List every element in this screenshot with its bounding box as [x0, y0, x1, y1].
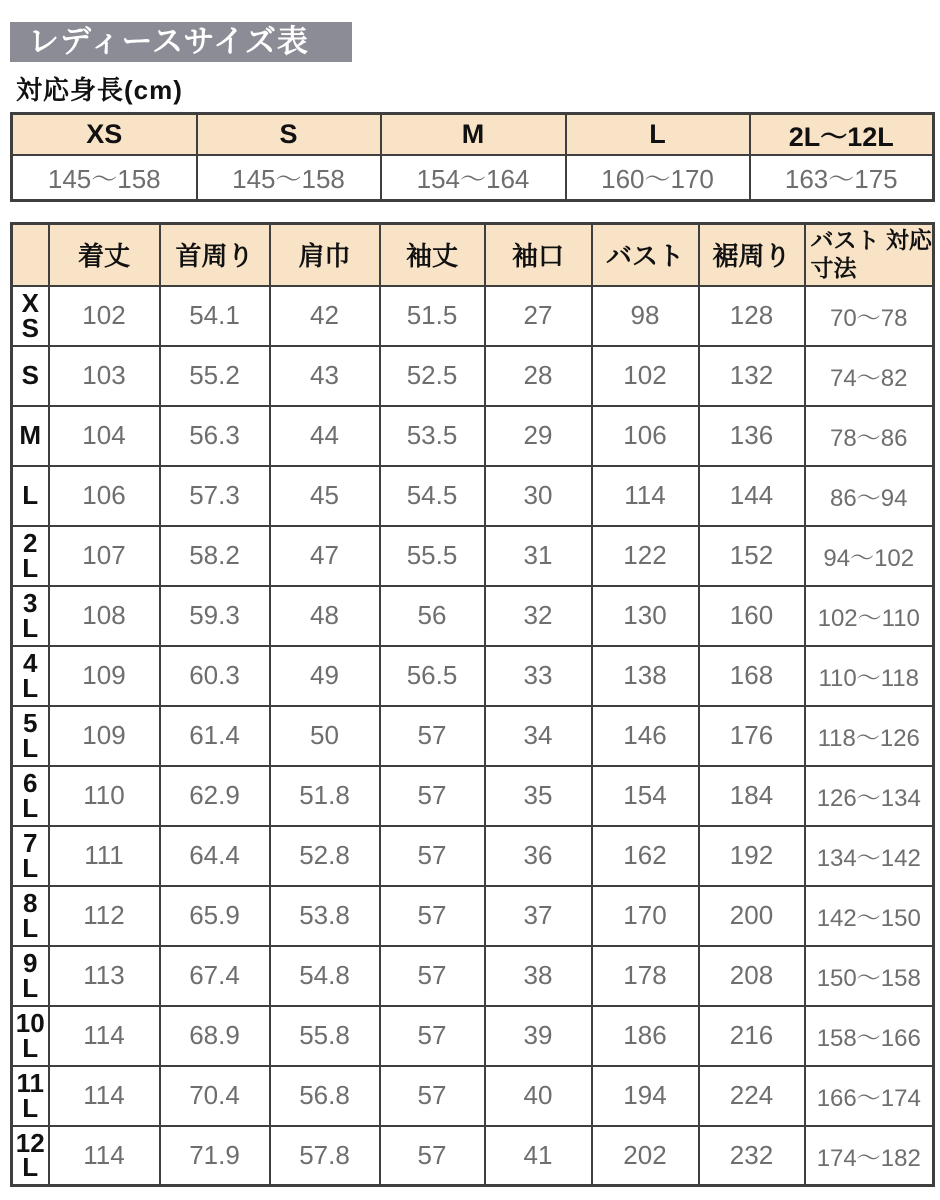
size-table-cell: 30: [485, 466, 592, 526]
size-table-cell: 114: [49, 1006, 160, 1066]
size-table-cell: 45: [270, 466, 380, 526]
size-table-cell: 57: [380, 706, 485, 766]
size-table-cell: 160: [699, 586, 805, 646]
size-table-cell: 54.8: [270, 946, 380, 1006]
size-table-cell: 202: [592, 1126, 699, 1186]
size-table-cell: 128: [699, 286, 805, 346]
size-table-cell: 150〜158: [805, 946, 934, 1006]
size-table-cell: 31: [485, 526, 592, 586]
size-label-line: L: [22, 1152, 39, 1183]
size-label-line: 2: [23, 527, 38, 558]
size-table-cell: 132: [699, 346, 805, 406]
size-table-cell: 57: [380, 1126, 485, 1186]
height-table: [10, 112, 935, 202]
size-table-cell: 136: [699, 406, 805, 466]
size-table-cell: 27: [485, 286, 592, 346]
size-table-cell: 57: [380, 1006, 485, 1066]
size-label-line: M: [19, 420, 42, 451]
size-table-cell: 216: [699, 1006, 805, 1066]
page-title: [10, 22, 352, 62]
size-table-cell: 118〜126: [805, 706, 934, 766]
size-table-cell: 42: [270, 286, 380, 346]
size-table-cell: 55.5: [380, 526, 485, 586]
row-size-label: [12, 646, 49, 706]
size-table-cell: 142〜150: [805, 886, 934, 946]
row-size-label: [12, 1066, 49, 1126]
size-table-cell: 55.8: [270, 1006, 380, 1066]
size-table-cell: 29: [485, 406, 592, 466]
size-table-cell: 50: [270, 706, 380, 766]
size-table-cell: 208: [699, 946, 805, 1006]
size-table-cell: 108: [49, 586, 160, 646]
size-table-cell: 60.3: [160, 646, 270, 706]
size-table-cell: 114: [592, 466, 699, 526]
size-table-cell: 62.9: [160, 766, 270, 826]
size-table-cell: 58.2: [160, 526, 270, 586]
size-table-row: [12, 1126, 934, 1186]
size-table-cell: 51.5: [380, 286, 485, 346]
size-table-cell: 186: [592, 1006, 699, 1066]
size-table-cell: 57.3: [160, 466, 270, 526]
size-table-cell: 184: [699, 766, 805, 826]
size-table-cell: 109: [49, 646, 160, 706]
size-table-cell: 103: [49, 346, 160, 406]
size-table-cell: 33: [485, 646, 592, 706]
col-header-body-length: 着丈: [49, 224, 160, 286]
size-table-cell: 57: [380, 1066, 485, 1126]
size-table-cell: 68.9: [160, 1006, 270, 1066]
size-table-cell: 113: [49, 946, 160, 1006]
size-table-cell: 56.3: [160, 406, 270, 466]
size-table-cell: 53.8: [270, 886, 380, 946]
col-header-neck: 首周り: [160, 224, 270, 286]
size-table-cell: 48: [270, 586, 380, 646]
size-label-line: 10: [15, 1007, 45, 1038]
size-table-cell: 110: [49, 766, 160, 826]
col-header-sleeve-length: 袖丈: [380, 224, 485, 286]
row-size-label: [12, 766, 49, 826]
height-value-2l-12l: 163〜175: [750, 155, 934, 200]
size-table-cell: 39: [485, 1006, 592, 1066]
corner-cell: [12, 224, 49, 286]
size-table-cell: 194: [592, 1066, 699, 1126]
size-table: [10, 222, 935, 1187]
row-size-label: [12, 886, 49, 946]
size-label-line: 12: [15, 1127, 45, 1158]
size-label-line: 4: [23, 647, 38, 678]
size-table-row: [12, 286, 934, 346]
size-table-cell: 34: [485, 706, 592, 766]
size-table-cell: 146: [592, 706, 699, 766]
row-size-label: [12, 406, 49, 466]
size-table-cell: 200: [699, 886, 805, 946]
size-label-line: 6: [23, 767, 38, 798]
size-table-cell: 98: [592, 286, 699, 346]
row-size-label: [12, 826, 49, 886]
size-table-cell: 54.5: [380, 466, 485, 526]
size-table-cell: 57.8: [270, 1126, 380, 1186]
size-label-line: X: [21, 287, 39, 318]
size-label-line: 7: [23, 827, 38, 858]
size-table-cell: 64.4: [160, 826, 270, 886]
size-label-line: L: [22, 480, 39, 511]
size-table-cell: 51.8: [270, 766, 380, 826]
size-label-line: 3: [23, 587, 38, 618]
size-table-cell: 154: [592, 766, 699, 826]
size-table-cell: 86〜94: [805, 466, 934, 526]
size-table-cell: 114: [49, 1066, 160, 1126]
size-table-cell: 114: [49, 1126, 160, 1186]
size-table-cell: 56.8: [270, 1066, 380, 1126]
size-table-row: [12, 406, 934, 466]
size-table-cell: 57: [380, 946, 485, 1006]
size-table-cell: 55.2: [160, 346, 270, 406]
size-table-cell: 94〜102: [805, 526, 934, 586]
height-value-s: 145〜158: [197, 155, 381, 200]
bust-range-header-line2: 対応寸法: [810, 227, 932, 281]
size-label-line: 11: [16, 1067, 44, 1098]
size-table-cell: 52.8: [270, 826, 380, 886]
page-title-text: レディースサイズ表: [28, 24, 309, 59]
size-label-line: L: [22, 792, 39, 823]
row-size-label: [12, 286, 49, 346]
height-col-header-xs: XS: [12, 114, 197, 156]
size-table-cell: 59.3: [160, 586, 270, 646]
size-table-cell: 32: [485, 586, 592, 646]
size-table-row: [12, 946, 934, 1006]
col-header-bust-range: [805, 224, 934, 286]
size-table-cell: 112: [49, 886, 160, 946]
size-table-cell: 74〜82: [805, 346, 934, 406]
size-table-cell: 78〜86: [805, 406, 934, 466]
row-size-label: [12, 946, 49, 1006]
col-header-cuff: 袖口: [485, 224, 592, 286]
size-table-cell: 110〜118: [805, 646, 934, 706]
height-table-label: 対応身長(cm): [16, 75, 183, 105]
size-label-line: L: [22, 612, 39, 643]
size-table-cell: 43: [270, 346, 380, 406]
size-table-cell: 41: [485, 1126, 592, 1186]
size-table-cell: 40: [485, 1066, 592, 1126]
size-table-row: [12, 646, 934, 706]
size-table-cell: 176: [699, 706, 805, 766]
size-table-cell: 106: [49, 466, 160, 526]
size-table-row: [12, 1006, 934, 1066]
size-table-row: [12, 826, 934, 886]
size-table-cell: 130: [592, 586, 699, 646]
size-table-cell: 178: [592, 946, 699, 1006]
row-size-label: [12, 466, 49, 526]
size-table-cell: 144: [699, 466, 805, 526]
size-table-cell: 38: [485, 946, 592, 1006]
size-table-cell: 37: [485, 886, 592, 946]
size-label-line: L: [22, 732, 39, 763]
row-size-label: [12, 586, 49, 646]
size-table-cell: 56.5: [380, 646, 485, 706]
size-table-cell: 54.1: [160, 286, 270, 346]
size-table-cell: 67.4: [160, 946, 270, 1006]
height-table-value-row: [12, 155, 934, 200]
size-table-cell: 53.5: [380, 406, 485, 466]
height-col-header-m: M: [381, 114, 566, 156]
size-table-cell: 224: [699, 1066, 805, 1126]
size-table-cell: 174〜182: [805, 1126, 934, 1186]
size-table-cell: 102: [592, 346, 699, 406]
size-table-row: [12, 466, 934, 526]
size-table-cell: 71.9: [160, 1126, 270, 1186]
size-table-row: [12, 526, 934, 586]
size-table-cell: 168: [699, 646, 805, 706]
size-table-cell: 57: [380, 766, 485, 826]
size-table-cell: 70〜78: [805, 286, 934, 346]
size-table-cell: 134〜142: [805, 826, 934, 886]
size-table-cell: 44: [270, 406, 380, 466]
size-table-row: [12, 1066, 934, 1126]
size-table-row: [12, 706, 934, 766]
height-col-header-2l-12l: 2L〜12L: [750, 114, 934, 156]
size-table-cell: 57: [380, 826, 485, 886]
size-table-row: [12, 766, 934, 826]
size-label-line: L: [22, 912, 39, 943]
height-value-xs: 145〜158: [12, 155, 197, 200]
size-label-line: L: [22, 1032, 39, 1063]
row-size-label: [12, 1006, 49, 1066]
size-label-line: 5: [23, 707, 38, 738]
size-table-cell: 170: [592, 886, 699, 946]
size-table-cell: 102〜110: [805, 586, 934, 646]
row-size-label: [12, 706, 49, 766]
size-table-cell: 49: [270, 646, 380, 706]
size-label-line: L: [22, 852, 39, 883]
size-table-row: [12, 346, 934, 406]
size-table-cell: 152: [699, 526, 805, 586]
size-table-cell: 102: [49, 286, 160, 346]
bust-range-header-line1: バスト: [810, 227, 880, 254]
size-table-cell: 111: [49, 826, 160, 886]
size-table-cell: 162: [592, 826, 699, 886]
size-table-cell: 52.5: [380, 346, 485, 406]
size-table-cell: 138: [592, 646, 699, 706]
size-label-line: S: [21, 312, 39, 343]
size-table-cell: 192: [699, 826, 805, 886]
size-table-header-row: [12, 224, 934, 286]
size-table-cell: 232: [699, 1126, 805, 1186]
col-header-bust: バスト: [592, 224, 699, 286]
size-table-cell: 47: [270, 526, 380, 586]
size-table-row: [12, 886, 934, 946]
size-table-cell: 107: [49, 526, 160, 586]
size-label-line: L: [22, 1092, 39, 1123]
size-table-cell: 106: [592, 406, 699, 466]
size-table-cell: 35: [485, 766, 592, 826]
col-header-shoulder: 肩巾: [270, 224, 380, 286]
size-label-line: L: [22, 972, 39, 1003]
size-label-line: 9: [23, 947, 38, 978]
height-value-m: 154〜164: [381, 155, 566, 200]
col-header-hem: 裾周り: [699, 224, 805, 286]
size-table-cell: 166〜174: [805, 1066, 934, 1126]
size-table-cell: 57: [380, 886, 485, 946]
height-col-header-s: S: [197, 114, 381, 156]
height-table-header-row: [12, 114, 934, 156]
row-size-label: [12, 1126, 49, 1186]
size-table-cell: 158〜166: [805, 1006, 934, 1066]
size-label-line: L: [22, 552, 39, 583]
size-table-cell: 65.9: [160, 886, 270, 946]
size-table-cell: 126〜134: [805, 766, 934, 826]
size-table-cell: 109: [49, 706, 160, 766]
height-value-l: 160〜170: [566, 155, 750, 200]
size-table-cell: 61.4: [160, 706, 270, 766]
size-table-cell: 28: [485, 346, 592, 406]
size-table-cell: 70.4: [160, 1066, 270, 1126]
row-size-label: [12, 346, 49, 406]
size-label-line: S: [21, 360, 39, 391]
size-table-cell: 36: [485, 826, 592, 886]
row-size-label: [12, 526, 49, 586]
size-label-line: 8: [23, 887, 38, 918]
height-col-header-l: L: [566, 114, 750, 156]
size-table-cell: 122: [592, 526, 699, 586]
size-label-line: L: [22, 672, 39, 703]
size-table-cell: 104: [49, 406, 160, 466]
size-table-cell: 56: [380, 586, 485, 646]
size-table-row: [12, 586, 934, 646]
